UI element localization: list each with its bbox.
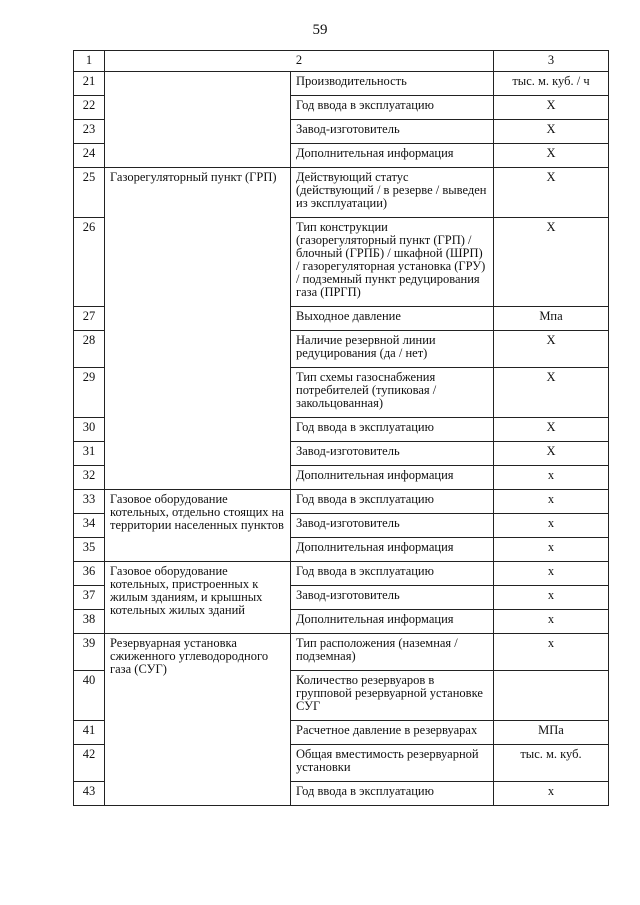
parameter-cell: Дополнительная информация — [291, 466, 494, 490]
unit-cell: Х — [494, 331, 609, 368]
unit-cell: Х — [494, 442, 609, 466]
row-number: 38 — [74, 610, 105, 634]
parameter-cell: Расчетное давление в резервуарах — [291, 721, 494, 745]
parameter-cell: Завод-изготовитель — [291, 514, 494, 538]
row-number: 32 — [74, 466, 105, 490]
table-row — [74, 168, 609, 218]
row-number: 40 — [74, 671, 105, 721]
row-number: 37 — [74, 586, 105, 610]
unit-cell: Х — [494, 368, 609, 418]
row-number: 21 — [74, 72, 105, 96]
unit-cell: х — [494, 466, 609, 490]
parameter-cell: Количество резервуаров в групповой резервуарной установке СУГ — [291, 671, 494, 721]
unit-cell: тыс. м. куб. / ч — [494, 72, 609, 96]
row-number: 42 — [74, 745, 105, 782]
table-row — [74, 562, 609, 586]
parameter-cell: Дополнительная информация — [291, 610, 494, 634]
row-number: 25 — [74, 168, 105, 218]
group-cell-lpg: Резервуарная установка сжиженного углеводородного газа (СУГ) — [105, 634, 291, 806]
unit-cell: х — [494, 490, 609, 514]
parameter-cell: Год ввода в эксплуатацию — [291, 782, 494, 806]
parameter-cell: Тип расположения (наземная / подземная) — [291, 634, 494, 671]
parameter-cell: Год ввода в эксплуатацию — [291, 96, 494, 120]
unit-cell: Х — [494, 168, 609, 218]
parameter-cell: Выходное давление — [291, 307, 494, 331]
unit-cell: х — [494, 538, 609, 562]
row-number: 43 — [74, 782, 105, 806]
row-number: 23 — [74, 120, 105, 144]
unit-cell: х — [494, 782, 609, 806]
row-number: 39 — [74, 634, 105, 671]
page-number: 59 — [312, 22, 328, 38]
table-row — [74, 72, 609, 96]
row-number: 31 — [74, 442, 105, 466]
parameter-cell: Завод-изготовитель — [291, 586, 494, 610]
group-cell-empty — [105, 72, 291, 168]
table-header-row — [74, 51, 609, 72]
table-row — [74, 634, 609, 671]
row-number: 27 — [74, 307, 105, 331]
row-number: 36 — [74, 562, 105, 586]
parameter-cell: Тип схемы газоснабжения потребителей (тупиковая / закольцованная) — [291, 368, 494, 418]
parameter-cell: Тип конструкции (газорегуляторный пункт (ГРП) / блочный (ГРПБ) / шкафной (ШРП) / газорегуляторная установка (ГРУ) / подземный пункт редуцирования газа (ПРГП) — [291, 218, 494, 307]
parameter-cell: Производительность — [291, 72, 494, 96]
unit-cell: МПа — [494, 721, 609, 745]
unit-cell: х — [494, 610, 609, 634]
unit-cell: х — [494, 514, 609, 538]
row-number: 30 — [74, 418, 105, 442]
unit-cell: тыс. м. куб. — [494, 745, 609, 782]
parameter-cell: Дополнительная информация — [291, 538, 494, 562]
row-number: 34 — [74, 514, 105, 538]
unit-cell: Мпа — [494, 307, 609, 331]
row-number: 28 — [74, 331, 105, 368]
group-cell-boiler-separate: Газовое оборудование котельных, отдельно стоящих на территории населенных пунктов — [105, 490, 291, 562]
parameter-cell: Год ввода в эксплуатацию — [291, 418, 494, 442]
group-cell-boiler-attached: Газовое оборудование котельных, пристроенных к жилым зданиям, и крышных котельных жилых зданий — [105, 562, 291, 634]
unit-cell: Х — [494, 218, 609, 307]
parameter-cell: Общая вместимость резервуарной установки — [291, 745, 494, 782]
row-number: 35 — [74, 538, 105, 562]
row-number: 26 — [74, 218, 105, 307]
header-col-3: 3 — [494, 51, 609, 72]
unit-cell — [494, 671, 609, 721]
row-number: 33 — [74, 490, 105, 514]
unit-cell: х — [494, 634, 609, 671]
group-cell-grp: Газорегуляторный пункт (ГРП) — [105, 168, 291, 490]
parameter-cell: Завод-изготовитель — [291, 442, 494, 466]
unit-cell: Х — [494, 96, 609, 120]
unit-cell: х — [494, 586, 609, 610]
row-number: 29 — [74, 368, 105, 418]
header-col-1: 1 — [74, 51, 105, 72]
parameter-cell: Завод-изготовитель — [291, 120, 494, 144]
table-row — [74, 490, 609, 514]
row-number: 22 — [74, 96, 105, 120]
parameter-cell: Год ввода в эксплуатацию — [291, 562, 494, 586]
unit-cell: Х — [494, 144, 609, 168]
row-number: 24 — [74, 144, 105, 168]
unit-cell: Х — [494, 418, 609, 442]
unit-cell: Х — [494, 120, 609, 144]
row-number: 41 — [74, 721, 105, 745]
unit-cell: х — [494, 562, 609, 586]
parameter-cell: Дополнительная информация — [291, 144, 494, 168]
specification-table — [73, 50, 609, 806]
parameter-cell: Наличие резервной линии редуцирования (да / нет) — [291, 331, 494, 368]
parameter-cell: Год ввода в эксплуатацию — [291, 490, 494, 514]
parameter-cell: Действующий статус (действующий / в резерве / выведен из эксплуатации) — [291, 168, 494, 218]
header-col-2: 2 — [105, 51, 494, 72]
